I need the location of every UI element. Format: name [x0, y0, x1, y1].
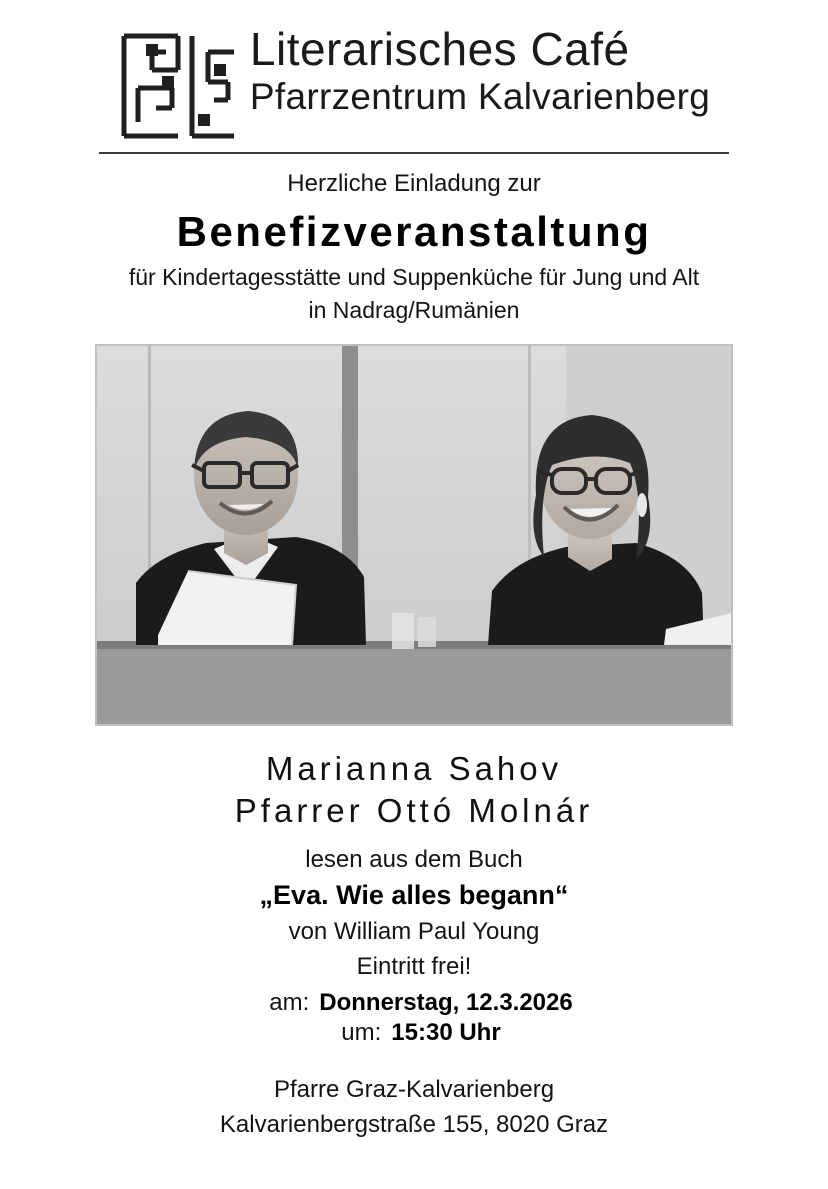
presenter-name-2: Pfarrer Ottó Molnár [234, 792, 594, 830]
date-time-block [255, 989, 572, 1047]
time-label: um: [341, 1018, 382, 1046]
date-row [255, 989, 572, 1017]
reading-intro: lesen aus dem Buch [305, 845, 523, 873]
venue-line-2: Kalvarienbergstraße 155, 8020 Graz [219, 1110, 609, 1138]
logo-title-line-2: Pfarrzentrum Kalvarienberg [249, 76, 711, 117]
admission-info: Eintritt frei! [356, 952, 472, 980]
book-title: „Eva. Wie alles begann“ [259, 880, 569, 911]
logo-text [249, 23, 711, 117]
reading-event-photo [95, 344, 733, 726]
venue-line-1: Pfarre Graz-Kalvarienberg [273, 1075, 555, 1103]
masthead [50, 23, 778, 142]
book-author: von William Paul Young [288, 918, 540, 946]
presenter-name-1: Marianna Sahov [265, 750, 563, 788]
event-purpose-line-1: für Kindertagesstätte und Suppenküche für Jung und Alt [128, 264, 700, 290]
date-value: Donnerstag, 12.3.2026 [319, 988, 573, 1016]
event-details [255, 843, 572, 1047]
greek-key-meander-logo [118, 30, 240, 142]
event-purpose-line-2: in Nadrag/Rumänien [308, 297, 520, 324]
event-title: Benefizveranstaltung [176, 208, 652, 255]
time-value: 15:30 Uhr [391, 1018, 501, 1046]
time-row [327, 1019, 500, 1047]
logo-title-line-1: Literarisches Café [249, 23, 630, 75]
date-label: am: [269, 988, 310, 1016]
presenter-names [235, 748, 593, 832]
venue-block [220, 1073, 608, 1143]
invitation-greeting: Herzliche Einladung zur [287, 170, 541, 197]
header-divider [99, 152, 729, 154]
